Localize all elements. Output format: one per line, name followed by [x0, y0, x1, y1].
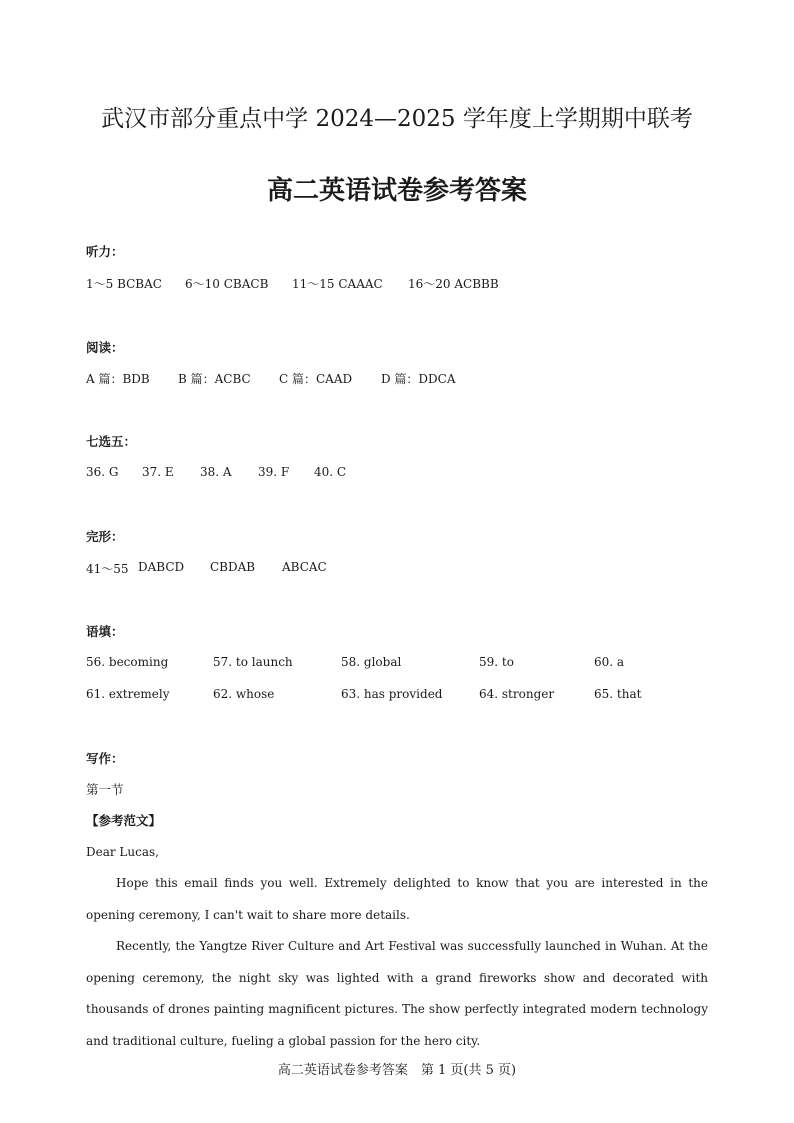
reading-heading: 阅读： [86, 340, 124, 355]
answer-item: 64. stronger [479, 687, 555, 701]
answer-group: B 篇：ACBC [178, 372, 251, 386]
grammar-fill-row-1 [0, 655, 794, 673]
exam-title: 武汉市部分重点中学 2024—2025 学年度上学期期中联考 [101, 106, 693, 132]
answer-item: 40. C [314, 465, 347, 479]
answer-item: 60. a [594, 655, 625, 669]
listening-heading: 听力： [86, 244, 124, 259]
answer-range: 41～55 [86, 562, 129, 576]
answer-group: D 篇：DDCA [381, 372, 456, 386]
grammar-fill-row-2 [0, 687, 794, 705]
answer-item: 59. to [479, 655, 514, 669]
seven-five-heading: 七选五： [86, 434, 137, 449]
answer-group: 16～20 ACBBB [408, 277, 499, 291]
answer-item: 58. global [341, 655, 402, 669]
answer-group: C 篇：CAAD [279, 372, 353, 386]
seven-five-answers [0, 465, 794, 483]
sample-essay-label: 【参考范文】 [86, 813, 162, 828]
reading-answers [0, 370, 794, 388]
answer-item: 57. to launch [213, 655, 293, 669]
cloze-heading: 完形： [86, 529, 124, 544]
answer-group: CBDAB [210, 560, 256, 574]
answer-item: 65. that [594, 687, 642, 701]
answer-item: 38. A [200, 465, 232, 479]
letter-greeting: Dear Lucas, [86, 845, 159, 859]
answer-item: 56. becoming [86, 655, 169, 669]
answer-group: 11～15 CAAAC [292, 277, 383, 291]
answer-group: 1～5 BCBAC [86, 277, 162, 291]
section-label: 第一节 [86, 782, 124, 797]
listening-answers [0, 275, 794, 293]
answer-item: 61. extremely [86, 687, 170, 701]
page-footer: 高二英语试卷参考答案 第 1 页(共 5 页) [277, 1063, 517, 1078]
answer-item: 37. E [142, 465, 174, 479]
answer-item: 36. G [86, 465, 119, 479]
cloze-answers [0, 560, 794, 578]
answer-group: DABCD [138, 560, 185, 574]
essay-paragraph: Recently, the Yangtze River Culture and Art Festival was successfully launched in Wuhan. At the opening ceremony, the night sky was lighted with a grand fireworks show and decorated with thousands of drones painting magnificent pictures. The show perfectly integrated modern technology and traditional culture, fueling a global passion for the hero city. [86, 939, 708, 1048]
answer-group: 6～10 CBACB [185, 277, 269, 291]
answer-group: ABCAC [282, 560, 327, 574]
writing-heading: 写作： [86, 751, 124, 766]
answer-group: A 篇：BDB [86, 372, 150, 386]
answer-item: 63. has provided [341, 687, 443, 701]
essay-paragraph: Hope this email finds you well. Extremely delighted to know that you are interested in the opening ceremony, I can't wait to share more details. [86, 876, 708, 922]
grammar-fill-heading: 语填： [86, 624, 124, 639]
answer-item: 62. whose [213, 687, 275, 701]
answer-item: 39. F [258, 465, 290, 479]
answer-key-title: 高二英语试卷参考答案 [266, 176, 527, 206]
